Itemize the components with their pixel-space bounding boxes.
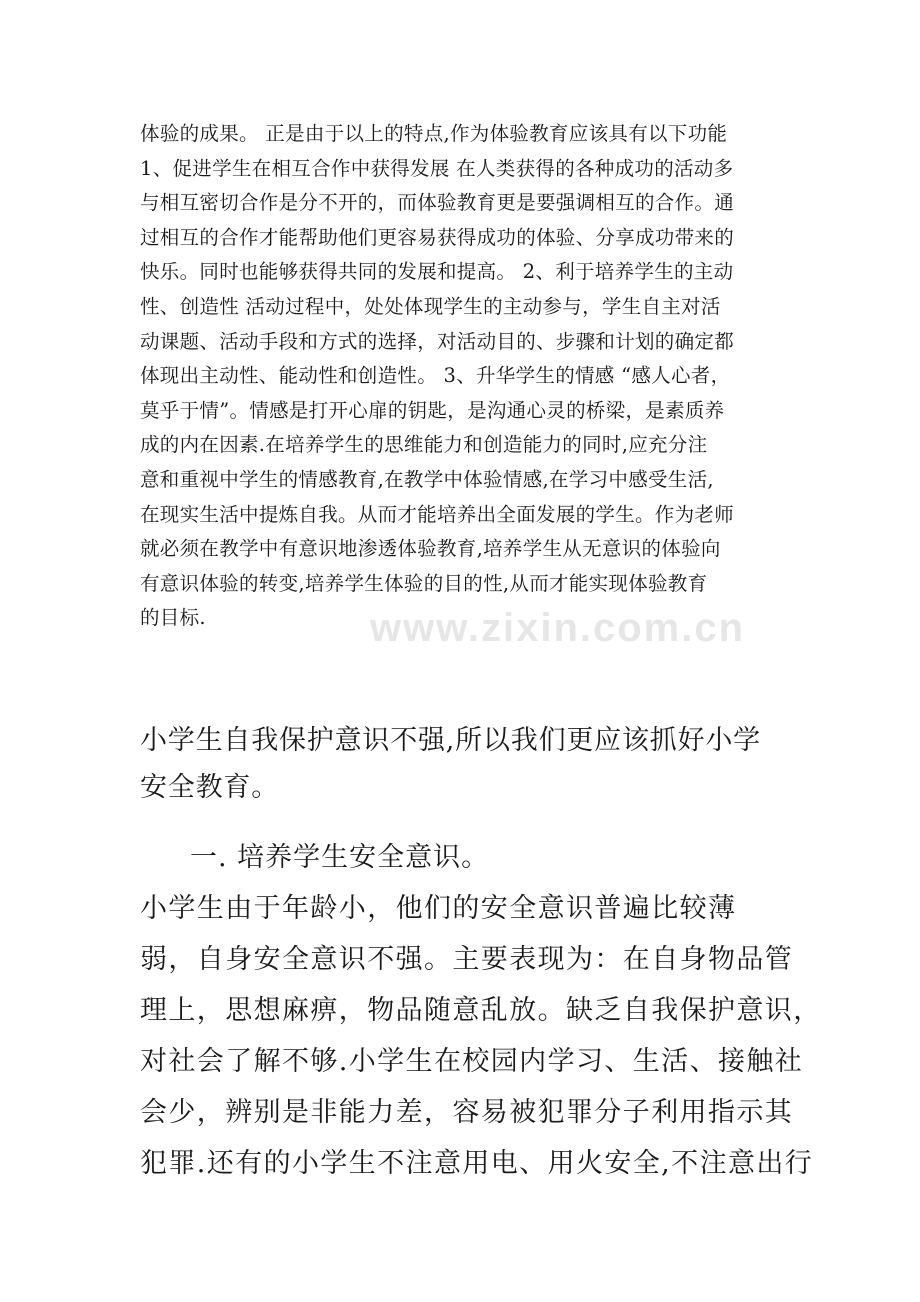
text-line: 小学生由于年龄小，他们的安全意识普遍比较薄 <box>140 893 737 924</box>
text-line: 1、促进学生在相互合作中获得发展 在人类获得的各种成功的活动多 <box>140 156 734 180</box>
text-line: 对社会了解不够.小学生在校园内学习、生活、接触社 <box>140 1046 804 1077</box>
text-line: 快乐。同时也能够获得共同的发展和提高。 2、利于培养学生的主动 <box>140 260 734 284</box>
paragraph-experience-education <box>140 117 790 636</box>
text-line: 动课题、活动手段和方式的选择，对活动目的、步骤和计划的确定都 <box>140 329 735 353</box>
text-line: 会少，辨别是非能力差，容易被犯罪分子利用指示其 <box>140 1097 794 1128</box>
text-line: 体验的成果。 正是由于以上的特点,作为体验教育应该具有以下功能 <box>140 122 728 145</box>
text-line: 弱，自身安全意识不强。主要表现为：在自身物品管 <box>140 944 794 975</box>
text-line: 过相互的合作才能帮助他们更容易获得成功的体验、分享成功带来的 <box>140 225 735 249</box>
subsection-title: 一. 培养学生安全意识。 <box>190 842 490 873</box>
paragraph-safety-awareness <box>140 883 822 1189</box>
heading-line: 安全教育。 <box>140 772 279 803</box>
text-line: 莫乎于情”。情感是打开心扉的钥匙，是沟通心灵的桥梁，是素质养 <box>140 398 725 422</box>
watermark: www.zixin.com.cn <box>370 606 746 650</box>
text-line: 性、创造性 活动过程中，处处体现学生的主动参与，学生自主对活 <box>140 294 721 318</box>
text-line: 成的内在因素.在培养学生的思维能力和创造能力的同时,应充分注 <box>140 433 708 457</box>
text-line: 就必须在教学中有意识地渗透体验教育,培养学生从无意识的体验向 <box>140 537 721 561</box>
text-line: 理上，思想麻痹，物品随意乱放。缺乏自我保护意识， <box>140 995 822 1026</box>
text-line: 有意识体验的转变,培养学生体验的目的性,从而才能实现体验教育 <box>140 571 708 595</box>
text-line: 与相互密切合作是分不开的，而体验教育更是要强调相互的合作。通 <box>140 191 735 215</box>
text-line: 体现出主动性、能动性和创造性。 3、升华学生的情感 “感人心者， <box>140 364 731 388</box>
section-heading <box>140 717 800 811</box>
heading-line: 小学生自我保护意识不强,所以我们更应该抓好小学 <box>140 725 761 756</box>
text-line: 的目标. <box>140 606 206 630</box>
text-line: 意和重视中学生的情感教育,在教学中体验情感,在学习中感受生活, <box>140 467 714 491</box>
text-line: 在现实生活中提炼自我。从而才能培养出全面发展的学生。作为老师 <box>140 502 735 526</box>
text-line: 犯罪.还有的小学生不注意用电、用火安全,不注意出行 <box>140 1148 814 1179</box>
